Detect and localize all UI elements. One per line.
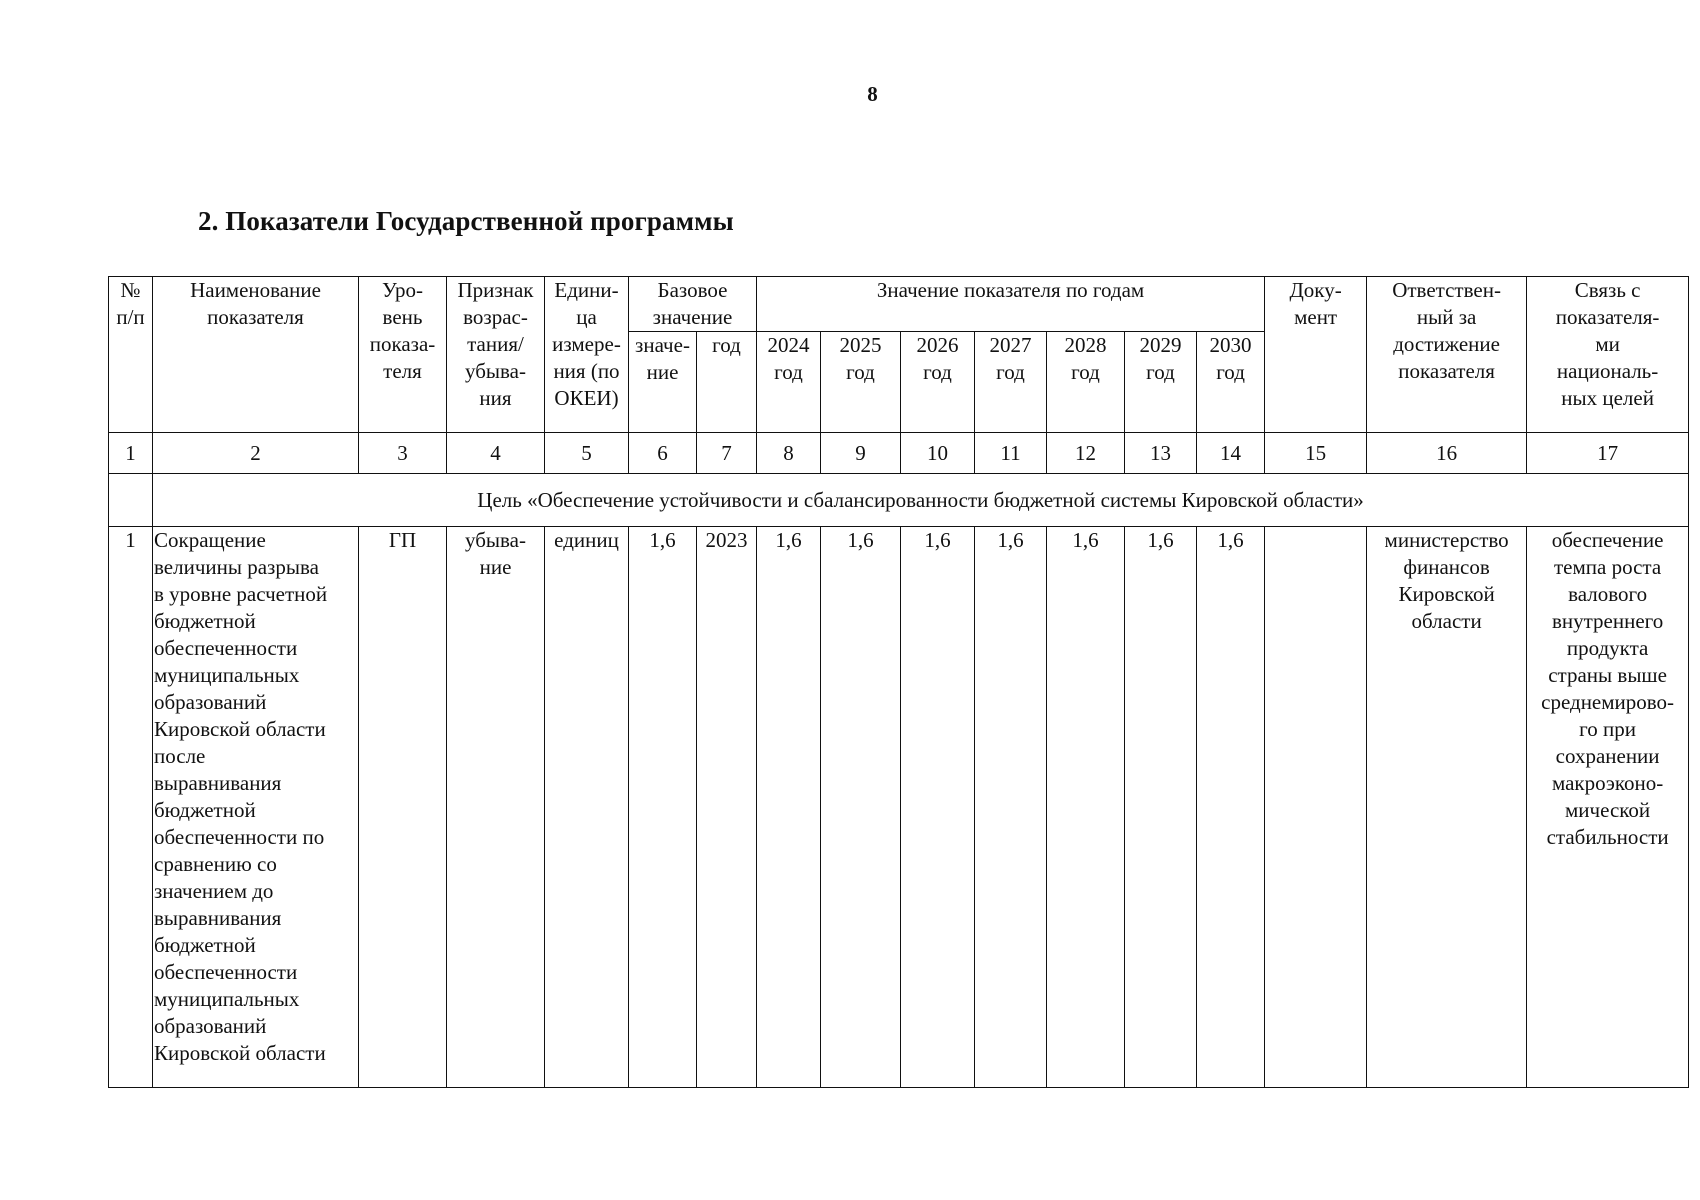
- goal-num-cell: [109, 474, 153, 527]
- row-num: 1: [109, 527, 153, 1088]
- header-year-2030: 2030 год: [1197, 332, 1265, 433]
- row-value-2026: 1,6: [901, 527, 975, 1088]
- row-indicator-name: Сокращение величины разрыва в уровне расчетной бюджетной обеспеченности муниципальных образований Кировской области после выравнивания бюджетной обеспеченности по сравнению со значением до выравнивания бюджетной обеспеченности муниципальных образований Кировской области: [153, 527, 359, 1088]
- column-number: 4: [447, 433, 545, 474]
- header-num: № п/п: [109, 277, 153, 433]
- header-row-1: [109, 277, 1689, 332]
- header-year-2026: 2026 год: [901, 332, 975, 433]
- column-number: 14: [1197, 433, 1265, 474]
- row-unit: единиц: [545, 527, 629, 1088]
- table-row: [109, 527, 1689, 1088]
- goal-row: [109, 474, 1689, 527]
- column-number: 5: [545, 433, 629, 474]
- column-numbers-row: [109, 433, 1689, 474]
- row-value-2030: 1,6: [1197, 527, 1265, 1088]
- row-value-2027: 1,6: [975, 527, 1047, 1088]
- header-year-2028: 2028 год: [1047, 332, 1125, 433]
- column-number: 16: [1367, 433, 1527, 474]
- column-number: 2: [153, 433, 359, 474]
- header-year-2029: 2029 год: [1125, 332, 1197, 433]
- header-year-2027: 2027 год: [975, 332, 1047, 433]
- page-number: 8: [867, 82, 878, 106]
- column-number: 13: [1125, 433, 1197, 474]
- row-level: ГП: [359, 527, 447, 1088]
- header-base-value: значе- ние: [629, 332, 697, 433]
- header-document: Доку- мент: [1265, 277, 1367, 433]
- row-base-year: 2023: [697, 527, 757, 1088]
- column-number: 3: [359, 433, 447, 474]
- column-number: 7: [697, 433, 757, 474]
- column-number: 10: [901, 433, 975, 474]
- column-number: 1: [109, 433, 153, 474]
- row-value-2025: 1,6: [821, 527, 901, 1088]
- header-link: Связь с показателя- ми националь- ных целей: [1527, 277, 1689, 433]
- indicators-table-container: [108, 276, 1688, 1088]
- row-base-value: 1,6: [629, 527, 697, 1088]
- header-trend: Признак возрас- тания/ убыва- ния: [447, 277, 545, 433]
- row-value-2024: 1,6: [757, 527, 821, 1088]
- column-number: 15: [1265, 433, 1367, 474]
- row-responsible: министерство финансов Кировской области: [1367, 527, 1527, 1088]
- column-number: 12: [1047, 433, 1125, 474]
- row-national-goal-link: обеспечение темпа роста валового внутреннего продукта страны выше среднемирово- го при сохранении макроэконо- мической стабильности: [1527, 527, 1689, 1088]
- header-years-group: Значение показателя по годам: [757, 277, 1265, 332]
- header-base-group: Базовое значение: [629, 277, 757, 332]
- header-year-2025: 2025 год: [821, 332, 901, 433]
- header-responsible: Ответствен- ный за достижение показателя: [1367, 277, 1527, 433]
- column-number: 17: [1527, 433, 1689, 474]
- indicators-table: [108, 276, 1689, 1088]
- row-value-2029: 1,6: [1125, 527, 1197, 1088]
- header-year-2024: 2024 год: [757, 332, 821, 433]
- header-level: Уро- вень показа- теля: [359, 277, 447, 433]
- row-value-2028: 1,6: [1047, 527, 1125, 1088]
- section-title: 2. Показатели Государственной программы: [198, 206, 734, 236]
- goal-text: Цель «Обеспечение устойчивости и сбалансированности бюджетной системы Кировской области»: [153, 474, 1689, 527]
- row-trend: убыва- ние: [447, 527, 545, 1088]
- column-number: 11: [975, 433, 1047, 474]
- row-document: [1265, 527, 1367, 1088]
- header-base-year: год: [697, 332, 757, 433]
- header-name: Наименование показателя: [153, 277, 359, 433]
- column-number: 8: [757, 433, 821, 474]
- column-number: 9: [821, 433, 901, 474]
- header-unit: Едини- ца измере- ния (по ОКЕИ): [545, 277, 629, 433]
- column-number: 6: [629, 433, 697, 474]
